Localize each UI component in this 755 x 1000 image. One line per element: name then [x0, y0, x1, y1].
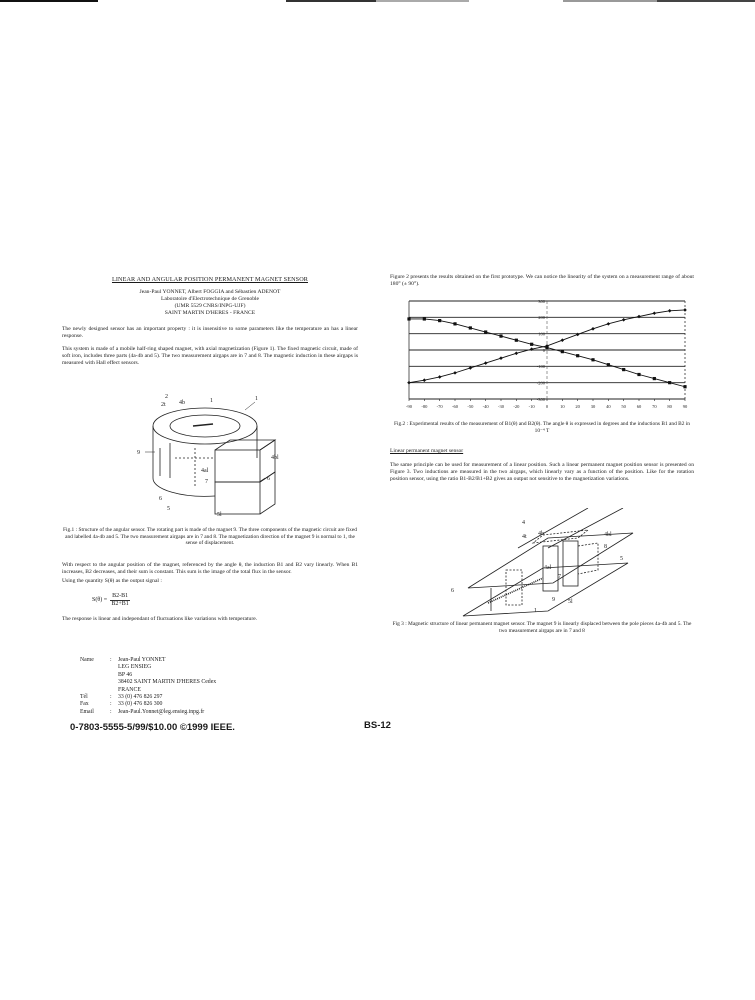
- contact-value: LEG ENSIEG: [118, 664, 152, 671]
- data-point-diamond: [607, 322, 611, 326]
- data-point-square: [591, 358, 594, 361]
- paragraph-figure2-intro: Figure 2 presents the results obtained on the first prototype. We can notice the linearity of the system on a measurement range of about 180° (± 90°).: [390, 274, 694, 287]
- svg-text:4al: 4al: [201, 468, 209, 474]
- linear-sensor-section: [390, 448, 694, 489]
- affiliation-line-3: SAINT MARTIN D'HERES - FRANCE: [164, 310, 256, 316]
- data-point-square: [637, 373, 640, 376]
- affiliation-line-2: (UMR 5529 CNRS/INPG-UJF): [174, 303, 246, 309]
- x-tick-label: -30: [498, 404, 504, 409]
- data-point-diamond: [484, 361, 488, 365]
- x-tick-label: -40: [482, 404, 489, 409]
- svg-text:9: 9: [137, 450, 140, 456]
- svg-text:4bl: 4bl: [271, 455, 279, 461]
- y-tick-label: 300: [538, 298, 545, 304]
- scan-bar: [376, 0, 469, 2]
- data-point-diamond: [561, 338, 565, 342]
- svg-text:1: 1: [534, 608, 537, 614]
- data-point-square: [576, 354, 579, 357]
- x-tick-label: -90: [406, 404, 412, 409]
- contact-value: BP 46: [118, 671, 133, 678]
- svg-text:6: 6: [451, 588, 454, 594]
- x-tick-label: 10: [560, 404, 565, 409]
- data-point-square: [668, 381, 671, 384]
- y-tick-label: -200: [536, 380, 545, 386]
- y-tick-label: 200: [538, 315, 545, 321]
- formula-fraction: [110, 593, 130, 608]
- data-point-diamond: [438, 375, 442, 379]
- figure-3-caption: Fig 3 : Magnetic structure of linear permanent magnet sensor. The magnet 9 is linearly displaced between the pole pieces 4a-4b and 5. The two measurement airgaps are in 7 and 8: [392, 621, 692, 634]
- figure-2-caption: Fig.2 : Experimental results of the measurement of B1(θ) and B2(θ). The angle θ is expressed in degrees and the inductions B1 and B2 in 10⁻⁴ T: [394, 421, 690, 434]
- contact-row: [80, 701, 216, 708]
- svg-text:5l: 5l: [568, 599, 573, 605]
- data-point-square: [469, 326, 472, 329]
- data-point-square: [561, 350, 564, 353]
- data-point-square: [653, 377, 656, 380]
- svg-text:6: 6: [267, 476, 270, 482]
- paragraph-conclusion: The response is linear and independant of fluctuations like variations with temperature.: [62, 616, 258, 622]
- formula-denominator: B2+B1: [111, 601, 129, 607]
- data-point-diamond: [515, 351, 519, 355]
- scan-bar: [563, 0, 657, 2]
- contact-value: Jean-Paul.Yonnet@leg.ensieg.inpg.fr: [118, 708, 205, 715]
- svg-text:1: 1: [255, 396, 258, 402]
- svg-text:4b: 4b: [179, 400, 185, 406]
- paragraph-angular: With respect to the angular position of the magnet, referenced by the angle θ, the induction B1 and B2 vary linearly. When B1 increases, B2 decreases, and their sum is constant. This sum is the image of the total flux in the sensor.: [62, 562, 358, 575]
- x-tick-label: 0: [545, 404, 549, 409]
- authors: Jean-Paul YONNET, Albert FOGGIA and Sébastien ADENOT: [139, 289, 281, 295]
- contact-value: Jean-Paul YONNET: [118, 657, 166, 663]
- contact-row: [80, 709, 216, 716]
- figure-1-caption: Fig.1 : Structure of the angular sensor. The rotating part is made of the magnet 9. The three components of the magnetic circuit are fixed and labelled 4a-4b and 5. The two measurement airgaps are in 7 and 8. The magnetization direction of the magnet 9 is normal to 1, the sense of displacement.: [63, 527, 357, 547]
- contact-row: [80, 672, 216, 679]
- data-point-diamond: [591, 327, 595, 331]
- contact-row: [80, 657, 216, 664]
- contact-separator: :: [110, 708, 112, 715]
- contact-label: Name: [80, 657, 94, 663]
- svg-text:9: 9: [552, 597, 555, 603]
- contact-label: [80, 679, 110, 686]
- x-tick-label: -20: [513, 404, 520, 409]
- contact-label: [80, 687, 110, 694]
- contact-separator: :: [110, 694, 112, 701]
- figure-1-angular-sensor: [135, 388, 290, 518]
- svg-text:4bl: 4bl: [604, 532, 612, 538]
- scan-bar: [657, 0, 755, 2]
- x-tick-label: 60: [636, 404, 642, 409]
- contact-value: 33 (0) 476 826 297: [118, 694, 163, 701]
- svg-text:4al: 4al: [544, 565, 552, 571]
- contact-label: Email: [80, 708, 94, 715]
- figure-3-linear-sensor: [448, 508, 638, 618]
- x-tick-label: 80: [667, 404, 672, 409]
- affiliation-line-1: Laboratoire d'Electrotechnique de Grenoble: [160, 296, 260, 302]
- contact-separator: [110, 664, 118, 671]
- contact-separator: :: [110, 657, 112, 663]
- x-tick-label: 90: [682, 404, 688, 409]
- svg-text:6: 6: [159, 496, 162, 502]
- contact-separator: [110, 679, 118, 686]
- x-tick-label: -10: [528, 404, 535, 409]
- y-tick-label: 100: [538, 331, 545, 337]
- x-tick-label: 50: [621, 404, 626, 409]
- contact-separator: [110, 687, 118, 694]
- paragraph-system: This system is made of a mobile half-ring shaped magnet, with axial magnetization (Figure 1). The fixed magnetic circuit, made of soft iron, includes three parts (4a-4b and 5). The two measurement airgaps are in 7 and 8. The magnetic induction in these airgaps is measured with Hall effect sensors.: [62, 346, 358, 366]
- data-point-diamond: [622, 318, 626, 322]
- y-tick-label: -100: [536, 364, 545, 370]
- svg-text:7: 7: [205, 479, 208, 485]
- contact-value: FRANCE: [118, 686, 141, 693]
- svg-text:2t: 2t: [161, 402, 166, 408]
- contact-label: [80, 664, 110, 671]
- contact-label: [80, 672, 110, 679]
- data-point-square: [515, 339, 518, 342]
- svg-text:4b: 4b: [538, 531, 544, 537]
- scan-bar: [0, 0, 98, 2]
- contact-value: 33 (0) 476 826 300: [118, 701, 163, 708]
- data-point-diamond: [668, 309, 672, 313]
- page-code: BS-12: [364, 720, 391, 731]
- contact-value: 38402 SAINT MARTIN D'HERES Cedex: [118, 679, 217, 686]
- x-tick-label: -80: [421, 404, 428, 409]
- contact-block: [80, 657, 216, 716]
- svg-text:7: 7: [558, 574, 561, 580]
- svg-text:1: 1: [210, 398, 213, 404]
- svg-text:4: 4: [522, 520, 525, 526]
- formula-lhs: S(θ) =: [92, 597, 108, 603]
- contact-row: [80, 679, 216, 686]
- svg-text:5: 5: [167, 506, 170, 512]
- formula-numerator: B2-B1: [112, 593, 129, 599]
- data-point-square: [438, 319, 441, 322]
- data-point-diamond: [499, 356, 503, 360]
- contact-label: Tél: [80, 694, 88, 701]
- y-tick-label: 0: [542, 347, 545, 353]
- paper-title: LINEAR AND ANGULAR POSITION PERMANENT MAGNET SENSOR: [111, 276, 308, 283]
- left-column-continued: [62, 562, 358, 629]
- svg-text:5l: 5l: [217, 512, 222, 518]
- contact-row: [80, 687, 216, 694]
- data-point-square: [683, 385, 686, 388]
- svg-text:8: 8: [604, 544, 607, 550]
- copyright-line: 0-7803-5555-5/99/$10.00 ©1999 IEEE.: [70, 722, 235, 733]
- formula-s-theta: [92, 593, 358, 608]
- scan-bar: [286, 0, 376, 2]
- paragraph-intro: The newly designed sensor has an important property : it is insensitive to some parameters like the temperature an has a linear response.: [62, 326, 358, 339]
- x-tick-label: -60: [452, 404, 458, 409]
- data-point-square: [453, 322, 456, 325]
- y-tick-label: -300: [536, 396, 545, 402]
- left-column: [62, 276, 358, 373]
- data-point-diamond: [683, 308, 687, 312]
- contact-separator: :: [110, 701, 112, 708]
- data-point-diamond: [453, 371, 457, 375]
- x-tick-label: -70: [436, 404, 443, 409]
- right-column-intro: [390, 274, 694, 294]
- contact-label: Fax: [80, 701, 89, 708]
- data-point-square: [622, 368, 625, 371]
- paragraph-linear-sensor: The same principle can be used for measurement of a linear position. Such a linear permanent magnet position sensor is presented on Figure 3. Two inductions are measured in the two airgaps, which linearly vary as a function of the position. Like for the rotation position sensor, using the ratio B1-B2/B1+B2 gives an output not sensitive to the magnetization variations.: [390, 462, 694, 482]
- data-point-square: [607, 363, 610, 366]
- x-tick-label: -50: [467, 404, 474, 409]
- x-tick-label: 20: [575, 404, 580, 409]
- svg-text:5: 5: [620, 556, 623, 562]
- data-point-square: [407, 317, 410, 320]
- data-point-diamond: [407, 381, 411, 385]
- data-point-square: [484, 330, 487, 333]
- svg-text:2: 2: [165, 394, 168, 400]
- x-tick-label: 40: [606, 404, 611, 409]
- data-point-square: [499, 335, 502, 338]
- figure-2-chart: [395, 295, 695, 415]
- contact-separator: [110, 672, 118, 679]
- x-tick-label: 70: [652, 404, 657, 409]
- x-tick-label: 30: [590, 404, 596, 409]
- contact-row: [80, 664, 216, 671]
- data-point-square: [530, 343, 533, 346]
- data-point-square: [423, 317, 426, 320]
- data-point-diamond: [653, 311, 657, 315]
- section-heading-linear: Linear permanent magnet sensor: [390, 448, 464, 454]
- data-point-diamond: [423, 378, 427, 382]
- paragraph-output-signal: Using the quantity S(θ) as the output signal :: [62, 578, 162, 584]
- svg-text:4t: 4t: [522, 534, 527, 540]
